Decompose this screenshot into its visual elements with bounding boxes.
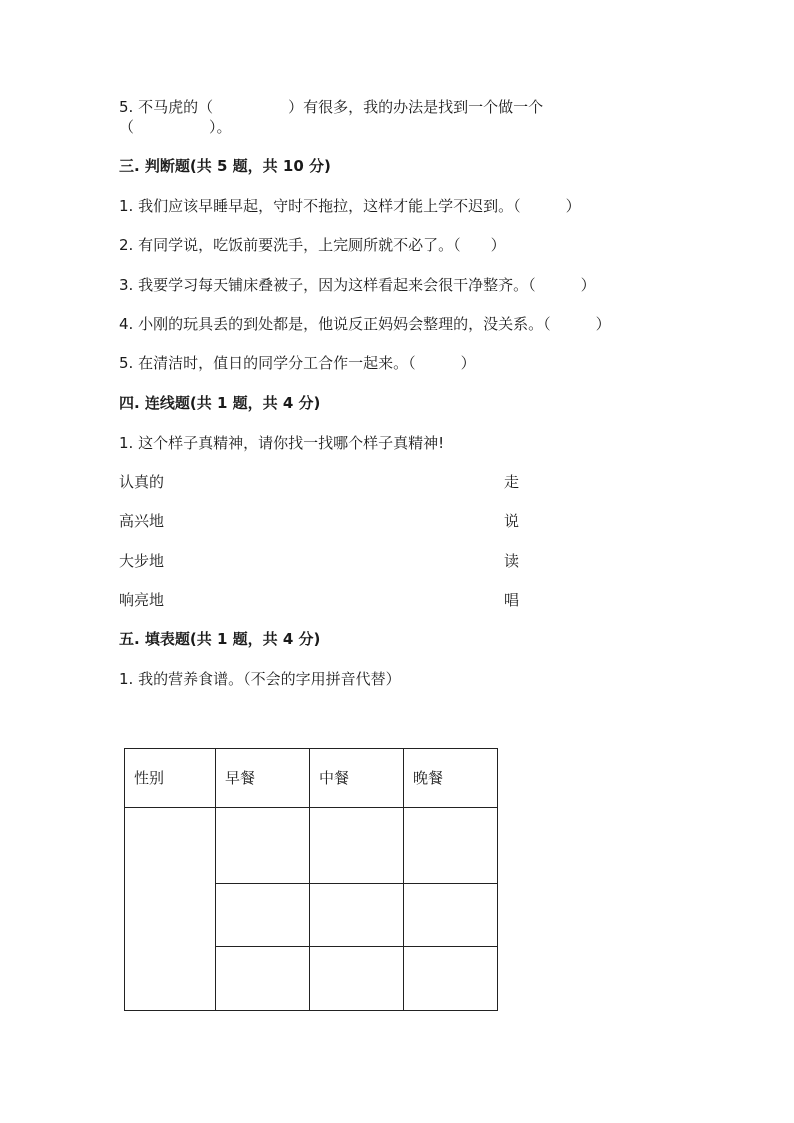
fill-blank-q5-line1: 5. 不马虎的（ ）有很多，我的办法是找到一个做一个: [119, 98, 544, 116]
fill-blank-q5-line2: （ ）。: [119, 118, 232, 136]
match-left-2: 高兴地: [119, 512, 165, 530]
judge-item-4: 4. 小刚的玩具丢的到处都是，他说反正妈妈会整理的，没关系。（ ）: [119, 315, 611, 333]
breakfast-cell[interactable]: [216, 808, 310, 884]
gender-cell[interactable]: [125, 808, 216, 1011]
match-left-4: 响亮地: [119, 591, 165, 609]
dinner-cell[interactable]: [404, 808, 498, 884]
match-right-1: 走: [504, 473, 520, 491]
match-question: 1. 这个样子真精神，请你找一找哪个样子真精神!: [119, 434, 445, 452]
table-header-row: [125, 749, 498, 808]
breakfast-cell[interactable]: [216, 947, 310, 1011]
dinner-cell[interactable]: [404, 884, 498, 947]
judge-item-3: 3. 我要学习每天铺床叠被子，因为这样看起来会很干净整齐。（ ）: [119, 276, 596, 294]
section4-title: 四. 连线题(共 1 题，共 4 分): [119, 394, 321, 412]
lunch-cell[interactable]: [310, 884, 404, 947]
lunch-cell[interactable]: [310, 947, 404, 1011]
breakfast-cell[interactable]: [216, 884, 310, 947]
header-cell-dinner: 晚餐: [404, 749, 498, 808]
table-row: [125, 808, 498, 884]
judge-item-2: 2. 有同学说，吃饭前要洗手，上完厕所就不必了。（ ）: [119, 236, 506, 254]
header-cell-breakfast: 早餐: [216, 749, 310, 808]
match-left-3: 大步地: [119, 552, 165, 570]
table-question: 1. 我的营养食谱。（不会的字用拼音代替）: [119, 670, 401, 688]
lunch-cell[interactable]: [310, 808, 404, 884]
judge-item-1: 1. 我们应该早睡早起，守时不拖拉，这样才能上学不迟到。（ ）: [119, 197, 581, 215]
section5-title: 五. 填表题(共 1 题，共 4 分): [119, 630, 321, 648]
match-right-3: 读: [504, 552, 520, 570]
match-right-4: 唱: [504, 591, 520, 609]
header-cell-lunch: 中餐: [310, 749, 404, 808]
section3-title: 三. 判断题(共 5 题，共 10 分): [119, 157, 331, 175]
match-right-2: 说: [504, 512, 520, 530]
header-cell-gender: 性别: [125, 749, 216, 808]
dinner-cell[interactable]: [404, 947, 498, 1011]
judge-item-5: 5. 在清洁时，值日的同学分工合作一起来。（ ）: [119, 354, 476, 372]
match-left-1: 认真的: [119, 473, 165, 491]
nutrition-menu-table: [124, 748, 498, 1011]
